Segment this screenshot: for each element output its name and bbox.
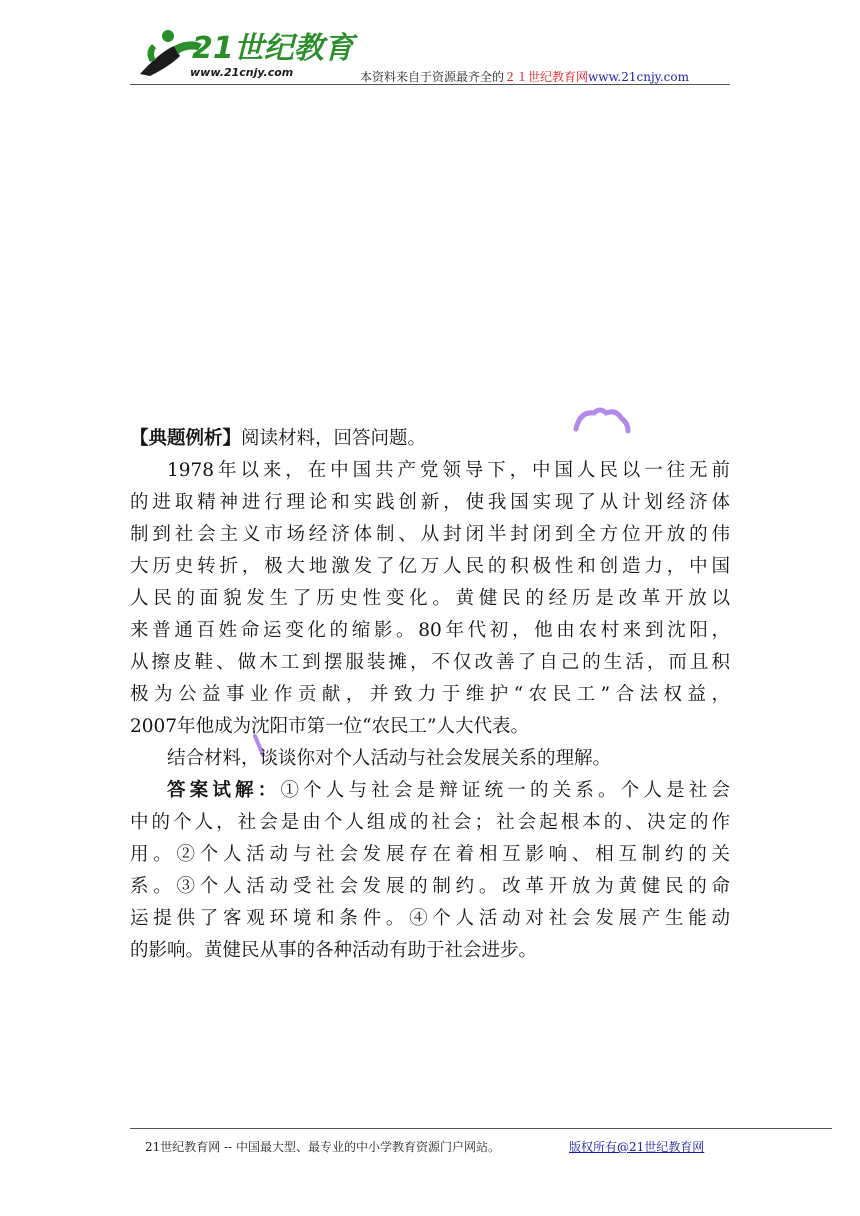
text-line: 2007年他成为沈阳市第一位“农民工”人大代表。 xyxy=(130,716,529,737)
logo-text: 21世纪教育 xyxy=(192,31,354,66)
answer-label: 答案试解： xyxy=(167,780,281,801)
header-prefix: 本资料来自于资源最齐全的 xyxy=(360,70,505,84)
logo-url: www.21cnjy.com xyxy=(190,66,294,79)
text-line: 人民的面貌发生了历史性变化。黄健民的经历是改革开放以 xyxy=(130,588,730,609)
header-brand[interactable]: ２１世纪教育网 xyxy=(504,70,589,84)
header-url[interactable]: www.21cnjy.com xyxy=(588,70,689,84)
text-line: 极为公益事业作贡献，并致力于维护“农民工”合法权益， xyxy=(130,684,730,705)
section-label: 【典题例析】 xyxy=(130,428,242,449)
text-line: ①个人与社会是辩证统一的关系。个人是社会 xyxy=(280,780,730,801)
example-heading-line xyxy=(130,423,730,455)
footer-divider xyxy=(130,1128,832,1129)
text-line: 1978年以来，在中国共产党领导下，中国人民以一往无前 xyxy=(167,460,730,481)
page-header xyxy=(130,22,730,86)
text-line: 运提供了客观环境和条件。④个人活动对社会发展产生能动 xyxy=(130,908,730,929)
text-line: 的影响。黄健民从事的各种活动有助于社会进步。 xyxy=(130,940,538,961)
text-line: 用。②个人活动与社会发展存在着相互影响、相互制约的关 xyxy=(130,844,730,865)
text-line: 的进取精神进行理论和实践创新，使我国实现了从计划经济体 xyxy=(130,492,730,513)
header-tagline xyxy=(360,68,689,85)
text-line: 中的个人，社会是由个人组成的社会；社会起根本的、决定的作 xyxy=(130,812,730,833)
header-divider xyxy=(130,84,730,85)
text-line: 大历史转折，极大地激发了亿万人民的积极性和创造力，中国 xyxy=(130,556,730,577)
text-line: 从擦皮鞋、做木工到摆服装摊，不仅改善了自己的生活，而且积 xyxy=(130,652,730,673)
question-line: 结合材料，谈谈你对个人活动与社会发展关系的理解。 xyxy=(167,748,612,769)
article-body xyxy=(130,423,730,967)
text-line: 制到社会主义市场经济体制、从封闭半封闭到全方位开放的伟 xyxy=(130,524,730,545)
site-logo[interactable] xyxy=(130,22,354,82)
text-line: 阅读材料，回答问题。 xyxy=(241,428,427,449)
answer-heading-line xyxy=(130,775,730,807)
copyright-link[interactable]: 版权所有@21世纪教育网 xyxy=(569,1140,705,1154)
footer-tagline: 21世纪教育网 -- 中国最大型、最专业的中小学教育资源门户网站。 xyxy=(145,1140,501,1154)
logo-figure-body xyxy=(140,46,180,76)
text-line: 来普通百姓命运变化的缩影。80年代初，他由农村来到沈阳， xyxy=(130,620,730,641)
logo-figure-head xyxy=(162,30,174,42)
text-line: 系。③个人活动受社会发展的制约。改革开放为黄健民的命 xyxy=(130,876,730,897)
